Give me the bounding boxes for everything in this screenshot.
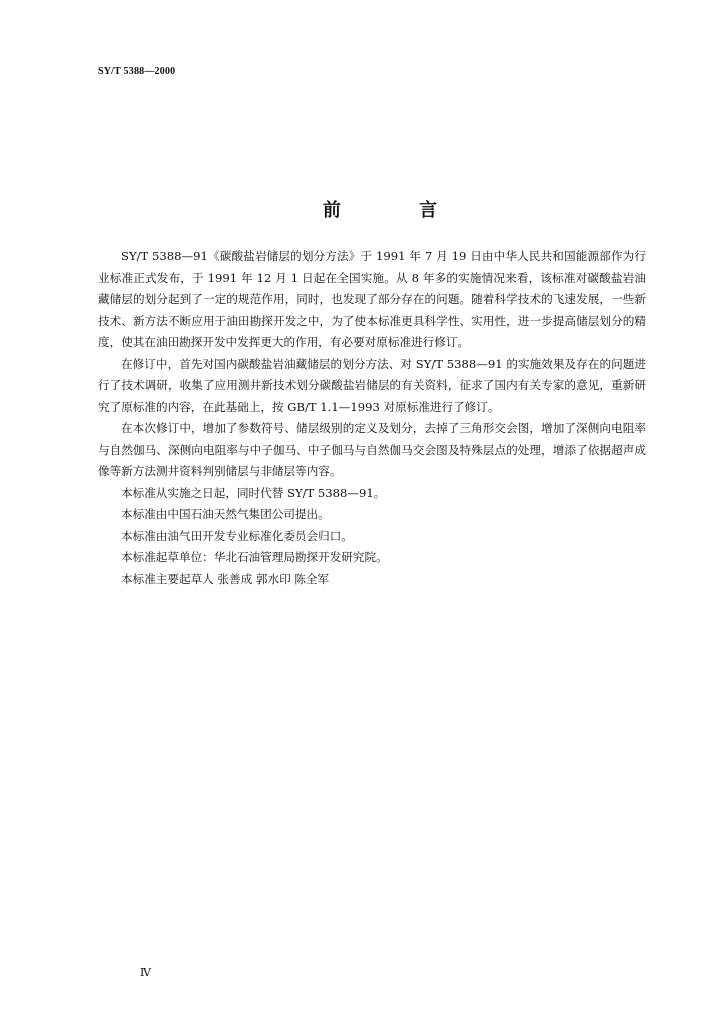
paragraph-proposer: 本标准由中国石油天然气集团公司提出。 [121, 507, 330, 521]
paragraph-drafting-unit: 本标准起草单位：华北石油管理局勘探开发研究院。 [121, 550, 388, 564]
paragraph-administrator: 本标准由油气田开发专业标准化委员会归口。 [121, 528, 353, 543]
paragraph-drafters: 本标准主要起草人 张善成 郭水印 陈全军 [121, 571, 330, 586]
preface-body [98, 246, 646, 590]
page-number: Ⅳ [140, 967, 151, 979]
preface-title: 前 言 [322, 200, 474, 221]
standard-number: SY/T 5388—2000 [98, 66, 176, 77]
paragraph-replaces: 本标准从实施之日起，同时代替 SY/T 5388—91。 [121, 485, 386, 500]
paragraph-revision-process: 在修订中，首先对国内碳酸盐岩油藏储层的划分方法、对 SY/T 5388—91 的实施效果及存在的问题进行了技术调研，收集了应用测井新技术划分碳酸盐岩储层的有关资料，征求了国内有关专家的意见，重新研究了原标准的内容，在此基础上，按 GB/T 1.1—1993 对原标准进行了修订。 [98, 356, 646, 414]
paragraph-revision-changes: 在本次修订中，增加了参数符号、储层级别的定义及划分，去掉了三角形交会图，增加了深侧向电阻率与自然伽马、深侧向电阻率与中子伽马、中子伽马与自然伽马交会图及特殊层点的处理，增添了依据超声成像等新方法测井资料判别储层与非储层等内容。 [98, 421, 646, 478]
paragraph-background: SY/T 5388—91《碳酸盐岩储层的划分方法》于 1991 年 7 月 19 日由中华人民共和国能源部作为行业标准正式发布，于 1991 年 12 月 1 日起在全国实施。从 8 年多的实施情况来看，该标准对碳酸盐岩油藏储层的划分起到了一定的规范作用，同时，也发现了部分存在的问题。随着科学技术的飞速发展，一些新技术、新方法不断应用于油田勘探开发之中，为了使本标准更具科学性、实用性，进一步提高储层划分的精度，使其在油田勘探开发中发挥更大的作用，有必要对原标准进行修订。 [98, 249, 646, 349]
